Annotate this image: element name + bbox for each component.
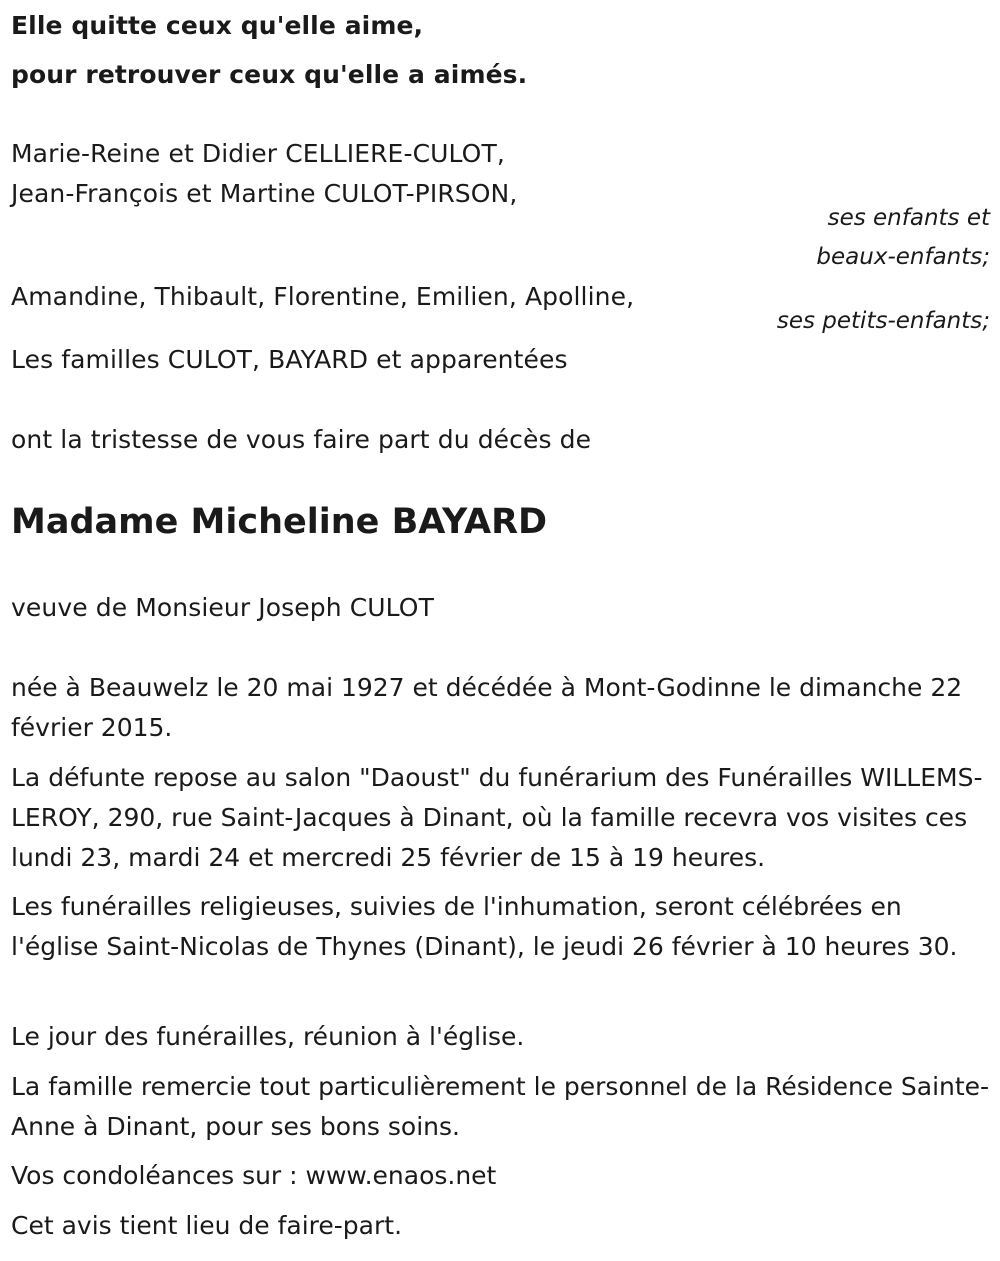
birth-death-paragraph: née à Beauwelz le 20 mai 1927 et décédée à Mont-Godinne le dimanche 22 février 2015. [11,673,963,742]
spouse-line: veuve de Monsieur Joseph CULOT [11,593,434,622]
visitation-paragraph: La défunte repose au salon "Daoust" du funérarium des Funérailles WILLEMS-LEROY, 290, rue Saint-Jacques à Dinant, où la famille recevra vos visites ces lundi 23, mardi 24 et mercredi 25 février de 15 à 19 heures. [11,763,983,872]
children-line-2: Jean-François et Martine CULOT-PIRSON, [11,179,518,208]
families-line: Les familles CULOT, BAYARD et apparentées [11,345,568,374]
epigraph-line-2: pour retrouver ceux qu'elle a aimés. [11,60,528,89]
deceased-name: Madame Micheline BAYARD [11,502,548,542]
funeral-paragraph: Les funérailles religieuses, suivies de l'inhumation, seront célébrées en l'église Saint-Nicolas de Thynes (Dinant), le jeudi 26 février à 10 heures 30. [11,892,958,961]
grandchildren-names: Amandine, Thibault, Florentine, Emilien, Apolline, [11,282,635,311]
announcement-line: ont la tristesse de vous faire part du décès de [11,425,592,454]
grandchildren-role: ses petits-enfants; [776,308,990,334]
children-role-line-2: beaux-enfants; [816,244,990,270]
children-line-1: Marie-Reine et Didier CELLIERE-CULOT, [11,139,505,168]
thanks-paragraph: La famille remercie tout particulièrement le personnel de la Résidence Sainte-Anne à Dinant, pour ses bons soins. [11,1072,990,1141]
epigraph-line-1: Elle quitte ceux qu'elle aime, [11,11,424,40]
condolences-paragraph: Vos condoléances sur : www.enaos.net [11,1161,497,1190]
meeting-paragraph: Le jour des funérailles, réunion à l'église. [11,1022,525,1051]
children-role-line-1: ses enfants et [827,205,990,231]
notice-paragraph: Cet avis tient lieu de faire-part. [11,1211,403,1240]
